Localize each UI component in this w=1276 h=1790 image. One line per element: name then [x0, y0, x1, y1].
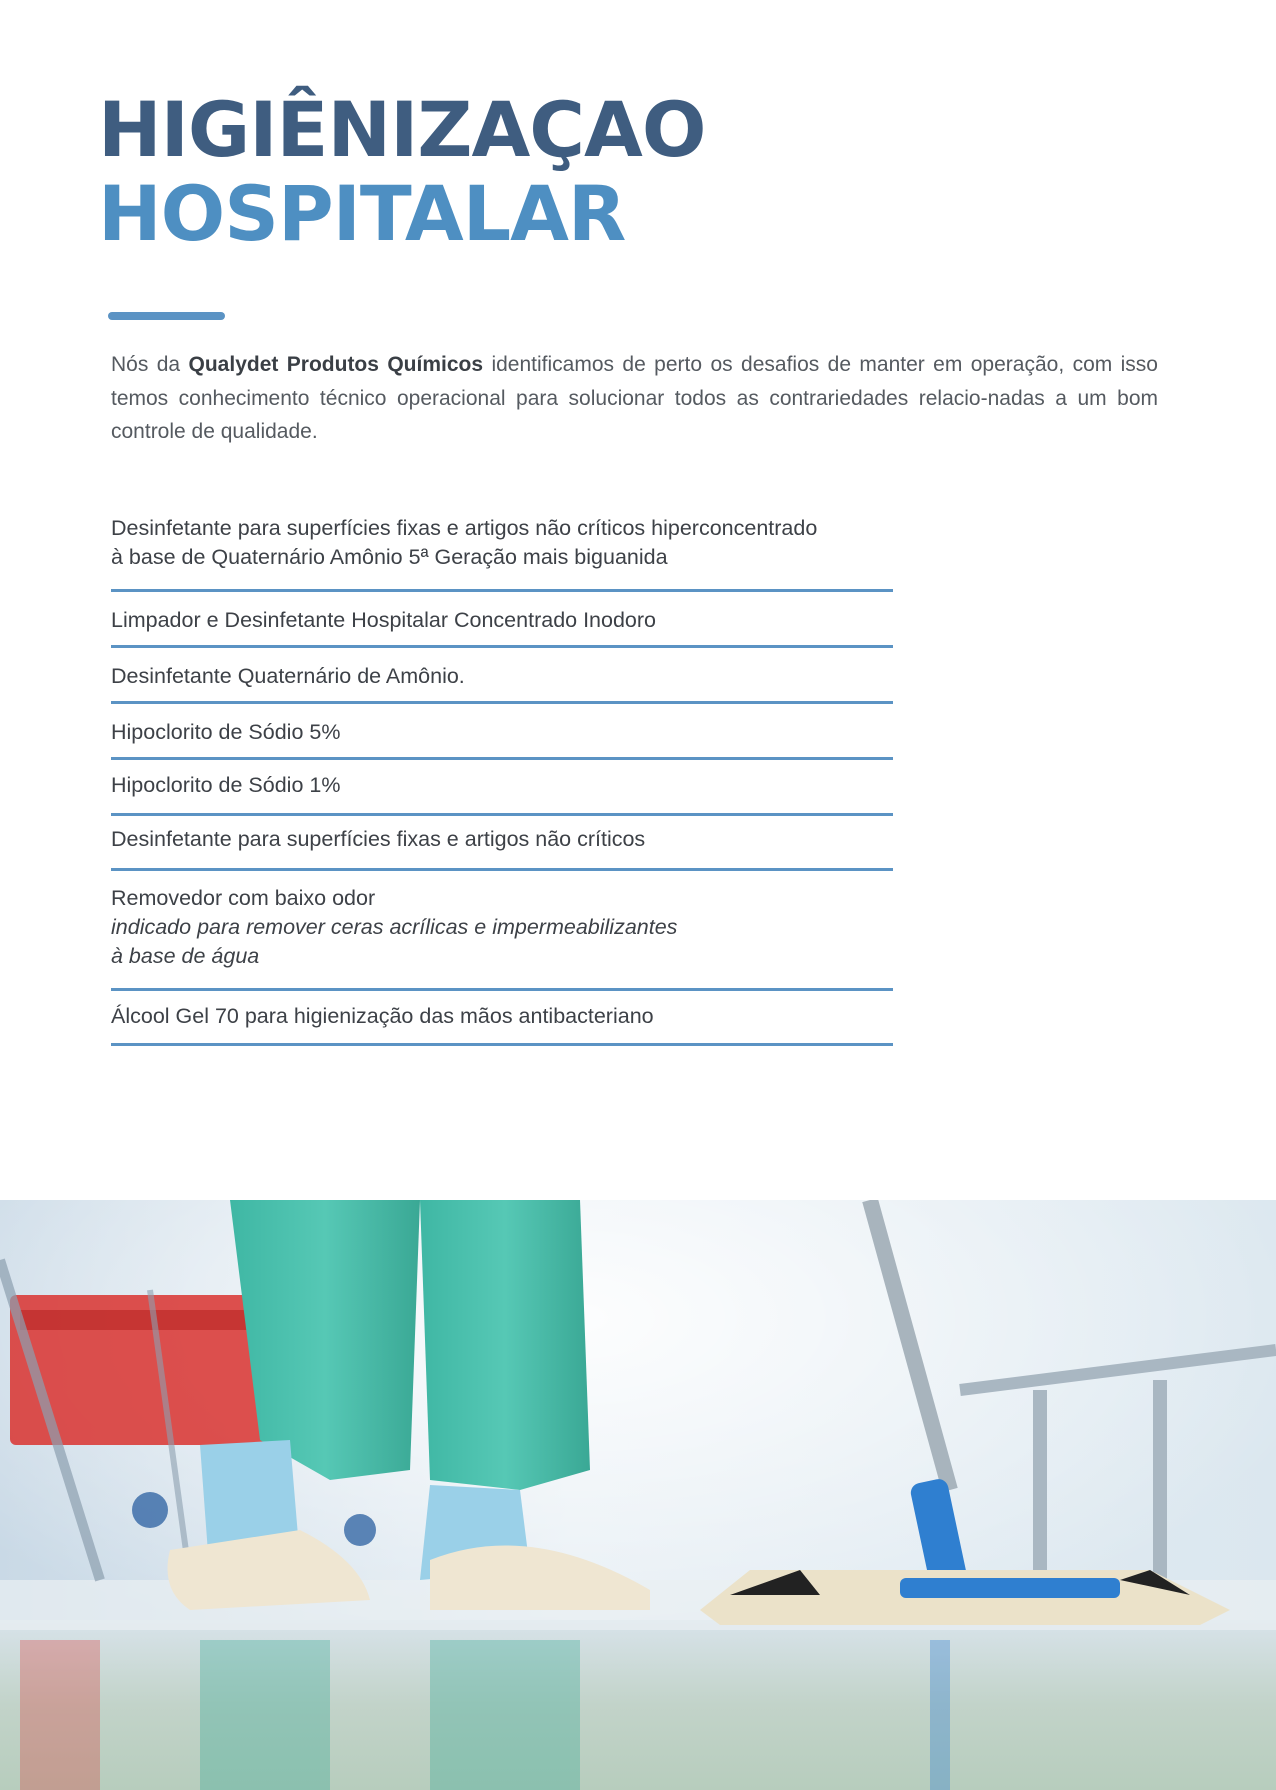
title-line-2: HOSPITALAR [98, 169, 626, 258]
product-item [111, 606, 893, 635]
intro-text-rest: identificamos de perto os desafios de manter em operação, com isso temos conhecimento técnico operacional para solucionar todos as contrariedades relacio-nadas a um bom controle de qualidade. [111, 353, 1158, 443]
product-description: indicado para remover ceras acrílicas e impermeabilizantes [111, 915, 678, 939]
product-name: Álcool Gel 70 para higienização das mãos antibacteriano [111, 1004, 654, 1028]
intro-text-start: Nós da [111, 353, 189, 376]
product-name: Hipoclorito de Sódio 5% [111, 720, 341, 744]
divider [111, 988, 893, 991]
intro-paragraph [111, 348, 1158, 449]
company-name: Qualydet Produtos Químicos [188, 353, 484, 376]
divider [111, 701, 893, 704]
divider [111, 645, 893, 648]
product-description-cont: à base de água [111, 944, 260, 968]
product-name: Hipoclorito de Sódio 1% [111, 773, 341, 797]
product-name-cont: à base de Quaternário Amônio 5ª Geração mais biguanida [111, 545, 668, 569]
product-name: Desinfetante para superfícies fixas e artigos não críticos hiperconcentrado [111, 516, 818, 540]
product-item [111, 514, 893, 572]
divider [111, 757, 893, 760]
divider [111, 1043, 893, 1046]
hospital-cleaning-photo [0, 1200, 1276, 1790]
divider [111, 868, 893, 871]
divider [111, 813, 893, 816]
divider [111, 589, 893, 592]
product-item [111, 1002, 893, 1031]
page-title [98, 85, 706, 258]
product-name: Desinfetante para superfícies fixas e artigos não críticos [111, 827, 646, 851]
product-item [111, 718, 893, 747]
product-item [111, 884, 893, 971]
product-item [111, 771, 893, 800]
product-item [111, 662, 893, 691]
mop-floor-illustration [0, 1200, 1276, 1790]
product-name: Removedor com baixo odor [111, 886, 376, 910]
product-item [111, 825, 893, 854]
accent-bar [108, 312, 225, 320]
product-name: Limpador e Desinfetante Hospitalar Concentrado Inodoro [111, 608, 656, 632]
title-line-1: HIGIÊNIZAÇAO [98, 85, 706, 174]
product-name: Desinfetante Quaternário de Amônio. [111, 664, 465, 688]
